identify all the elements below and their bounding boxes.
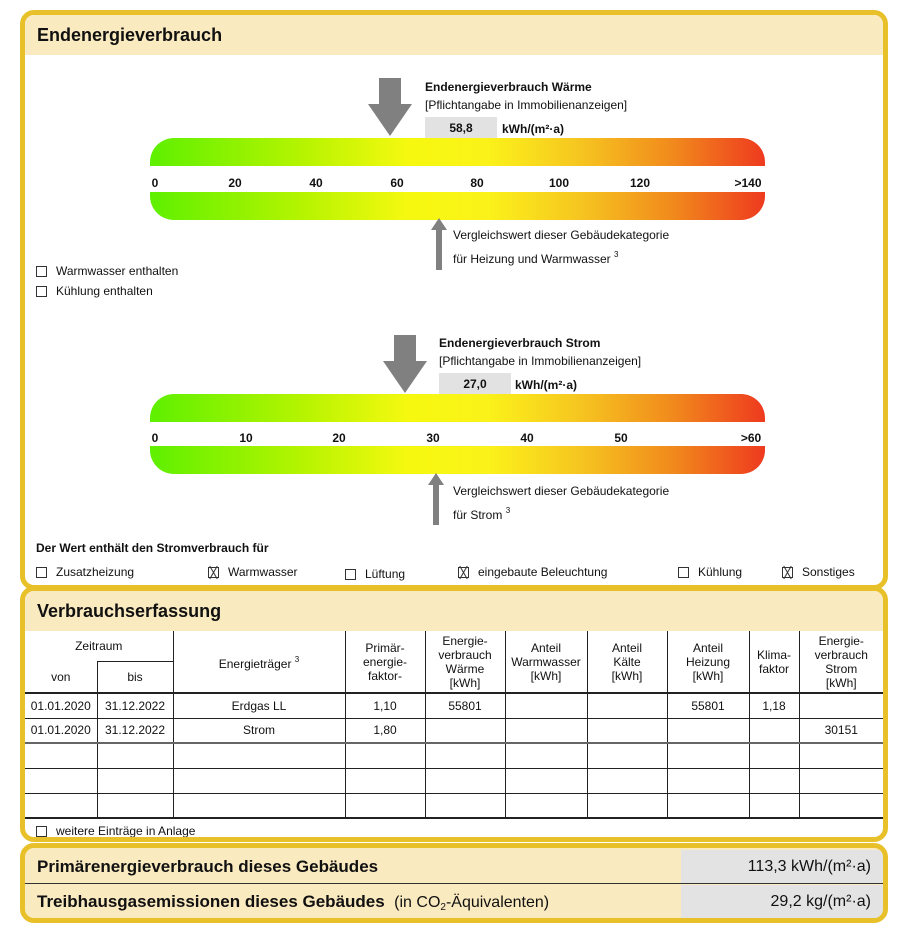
strom-compare-arrow-icon [428, 473, 444, 525]
treibhausgas-value: 29,2 kg/(m²·a) [681, 885, 883, 919]
checkbox-checked-icon[interactable] [458, 567, 469, 578]
strom-compare-text: Vergleichswert dieser Gebäudekategorie für Strom $^3$ [453, 484, 670, 522]
strom-unit: kWh/(m²·a) [515, 378, 577, 392]
primaerenergie-value: 113,3 kWh/(m²·a) [681, 850, 883, 883]
table-row: 01.01.2020 31.12.2022 Erdgas LL 1,10 55801 55801 1,18 [25, 693, 883, 718]
header-anteil-heizung: Anteil Heizung [kWh] [667, 631, 749, 693]
header-zeitraum: Zeitraum [25, 631, 173, 661]
waerme-value: 58,8 [425, 117, 497, 139]
checkbox-icon[interactable] [36, 567, 47, 578]
verbrauch-table [25, 631, 883, 819]
scale-tick: 100 [548, 176, 570, 190]
scale-tick: 40 [309, 176, 323, 190]
scale-tick: 40 [520, 431, 534, 445]
waerme-title: Endenergieverbrauch Wärme [425, 80, 592, 94]
checkbox-icon[interactable] [36, 266, 47, 277]
scale-tick: 50 [614, 431, 628, 445]
primaerenergie-label: Primärenergieverbrauch dieses Gebäudes [37, 857, 379, 876]
treibhausgas-note: (in $CO_2-Äquivalenten$) [394, 894, 550, 913]
scale-tick: 0 [151, 431, 159, 445]
table-row [25, 793, 883, 818]
waerme-unit: kWh/(m²·a) [502, 122, 564, 136]
scale-tick: 20 [332, 431, 346, 445]
strom-value: 27,0 [439, 373, 511, 395]
checkbox-icon[interactable] [36, 286, 47, 297]
checkbox-icon[interactable] [36, 826, 47, 837]
checkbox-zusatzheizung[interactable]: Zusatzheizung [36, 565, 134, 579]
scale-tick: 10 [239, 431, 253, 445]
scale-tick: 80 [470, 176, 484, 190]
treibhausgas-label: Treibhausgasemissionen dieses Gebäudes (in $CO_2-Äquivalenten$) [37, 892, 550, 913]
waerme-subtitle: [Pflichtangabe in Immobilienanzeigen] [425, 98, 628, 112]
scale-tick: 120 [629, 176, 651, 190]
waerme-scale-bar-bottom [150, 192, 765, 220]
verbrauchserfassung-panel [20, 586, 888, 842]
scale-tick: >140 [734, 176, 762, 190]
verbrauchserfassung-title: Verbrauchserfassung [25, 591, 883, 631]
checkbox-sonstiges[interactable]: Sonstiges [782, 565, 855, 579]
waerme-compare-text: Vergleichswert dieser Gebäudekategorie für Heizung und Warmwasser $^3$ [453, 228, 670, 266]
checkbox-checked-icon[interactable] [782, 567, 793, 578]
checkbox-warmwasser-enthalten[interactable]: Warmwasser enthalten [36, 264, 178, 278]
checkbox-kuehlung[interactable]: Kühlung [678, 565, 742, 579]
checkbox-icon[interactable] [678, 567, 689, 578]
header-anteil-kaelte: Anteil Kälte [kWh] [587, 631, 667, 693]
endenergie-panel [20, 10, 888, 590]
table-row: 01.01.2020 31.12.2022 Strom 1,80 30151 [25, 718, 883, 743]
primaerenergie-row [25, 850, 883, 884]
checkbox-icon[interactable] [345, 569, 356, 580]
scale-tick: >60 [740, 431, 762, 445]
header-von: von [25, 661, 97, 693]
scale-tick: 60 [390, 176, 404, 190]
scale-tick: 30 [426, 431, 440, 445]
scale-tick: 0 [151, 176, 159, 190]
waerme-compare-arrow-icon [431, 218, 447, 270]
header-klimafaktor: Klima- faktor [749, 631, 799, 693]
strom-contains-label: Der Wert enthält den Stromverbrauch für [36, 541, 269, 555]
header-anteil-warmwasser: Anteil Warmwasser [kWh] [505, 631, 587, 693]
table-row [25, 768, 883, 793]
table-row [25, 743, 883, 768]
strom-subtitle: [Pflichtangabe in Immobilienanzeigen] [439, 354, 642, 368]
checkbox-kuehlung-enthalten[interactable]: Kühlung enthalten [36, 284, 153, 298]
checkbox-warmwasser[interactable]: Warmwasser [208, 565, 298, 579]
header-verbrauch-waerme: Energie- verbrauch Wärme [kWh] [425, 631, 505, 693]
waerme-scale-bar-top [150, 138, 765, 166]
checkbox-checked-icon[interactable] [208, 567, 219, 578]
treibhausgas-row [25, 885, 883, 919]
strom-title: Endenergieverbrauch Strom [439, 336, 601, 350]
strom-value-arrow-icon [383, 335, 427, 393]
scale-tick: 20 [228, 176, 242, 190]
header-verbrauch-strom: Energie- verbrauch Strom [kWh] [799, 631, 883, 693]
header-bis: bis [97, 661, 173, 693]
endenergie-title: Endenergieverbrauch [25, 15, 883, 55]
checkbox-beleuchtung[interactable]: eingebaute Beleuchtung [458, 565, 607, 579]
strom-scale-bar-top [150, 394, 765, 422]
header-primaerenergiefaktor: Primär- energie- faktor- [345, 631, 425, 693]
summary-panel [20, 843, 888, 923]
header-energietraeger: Energieträger $^3$ [173, 631, 345, 693]
checkbox-weitere-eintraege[interactable]: weitere Einträge in Anlage [36, 824, 195, 838]
strom-scale-bar-bottom [150, 446, 765, 474]
checkbox-lueftung[interactable]: Lüftung [345, 567, 405, 581]
waerme-value-arrow-icon [368, 78, 412, 136]
